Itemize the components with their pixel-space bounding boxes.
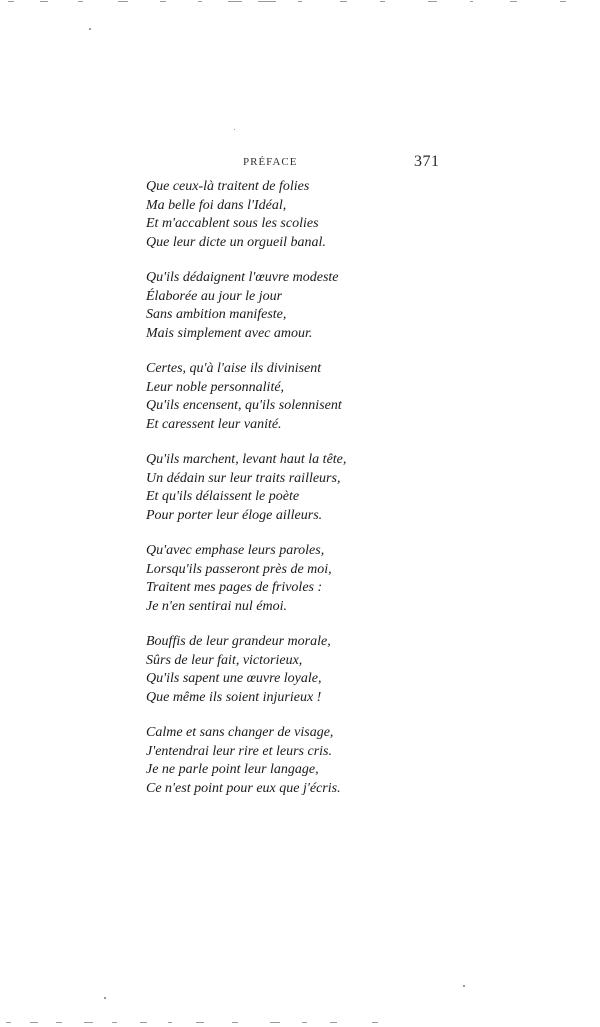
- verse-line: Que même ils soient injurieux !: [146, 689, 322, 705]
- verse-line: J'entendrai leur rire et leurs cris.: [146, 743, 332, 759]
- stanza-4: [146, 451, 466, 525]
- stanza-2: [146, 269, 466, 343]
- verse-line: Ce n'est point pour eux que j'écris.: [146, 780, 341, 796]
- running-head: PRÉFACE: [243, 156, 298, 168]
- page-number: 371: [414, 153, 440, 170]
- verse-line: Mais simplement avec amour.: [146, 325, 313, 341]
- verse-line: Qu'ils dédaignent l'œuvre modeste: [146, 270, 339, 285]
- scan-speck: [104, 997, 106, 999]
- verse-line: Qu'ils encensent, qu'ils solennisent: [146, 398, 342, 413]
- verse-line: Qu'ils sapent une œuvre loyale,: [146, 671, 322, 686]
- verse-line: Lorsqu'ils passeront près de moi,: [146, 561, 332, 577]
- verse-line: Je n'en sentirai nul émoi.: [146, 598, 288, 614]
- verse-line: Et caressent leur vanité.: [146, 416, 282, 432]
- verse-line: Sûrs de leur fait, victorieux,: [146, 652, 303, 668]
- scan-speck: [463, 985, 465, 987]
- verse-line: Certes, qu'à l'aise ils divinisent: [146, 361, 322, 376]
- verse-line: Qu'avec emphase leurs paroles,: [146, 543, 325, 558]
- stanza-7: [146, 724, 466, 798]
- verse-line: Ma belle foi dans l'Idéal,: [146, 197, 287, 213]
- scan-speck: [234, 129, 235, 130]
- poem: [146, 178, 466, 815]
- stanza-3: [146, 360, 466, 434]
- verse-line: Pour porter leur éloge ailleurs.: [146, 507, 323, 523]
- stanza-1: [146, 178, 466, 252]
- stanza-5: [146, 542, 466, 616]
- verse-line: Calme et sans changer de visage,: [146, 725, 334, 740]
- verse-line: Et qu'ils délaissent le poète: [146, 489, 300, 504]
- verse-line: Sans ambition manifeste,: [146, 307, 287, 322]
- verse-line: Qu'ils marchent, levant haut la tête,: [146, 452, 347, 467]
- verse-line: Élaborée au jour le jour: [146, 288, 283, 304]
- verse-line: Traitent mes pages de frivoles :: [146, 580, 323, 595]
- verse-line: Un dédain sur leur traits railleurs,: [146, 470, 341, 486]
- stanza-6: [146, 633, 466, 707]
- verse-line: Je ne parle point leur langage,: [146, 762, 319, 777]
- verse-line: Et m'accablent sous les scolies: [146, 216, 319, 231]
- scan-edge-top: [0, 1, 600, 3]
- scan-speck: [89, 28, 91, 30]
- scan-edge-bottom: [0, 1022, 600, 1024]
- verse-line: Bouffis de leur grandeur morale,: [146, 634, 331, 649]
- verse-line: Leur noble personnalité,: [146, 379, 285, 395]
- verse-line: Que leur dicte un orgueil banal.: [146, 234, 326, 250]
- verse-line: Que ceux-là traitent de folies: [146, 179, 310, 194]
